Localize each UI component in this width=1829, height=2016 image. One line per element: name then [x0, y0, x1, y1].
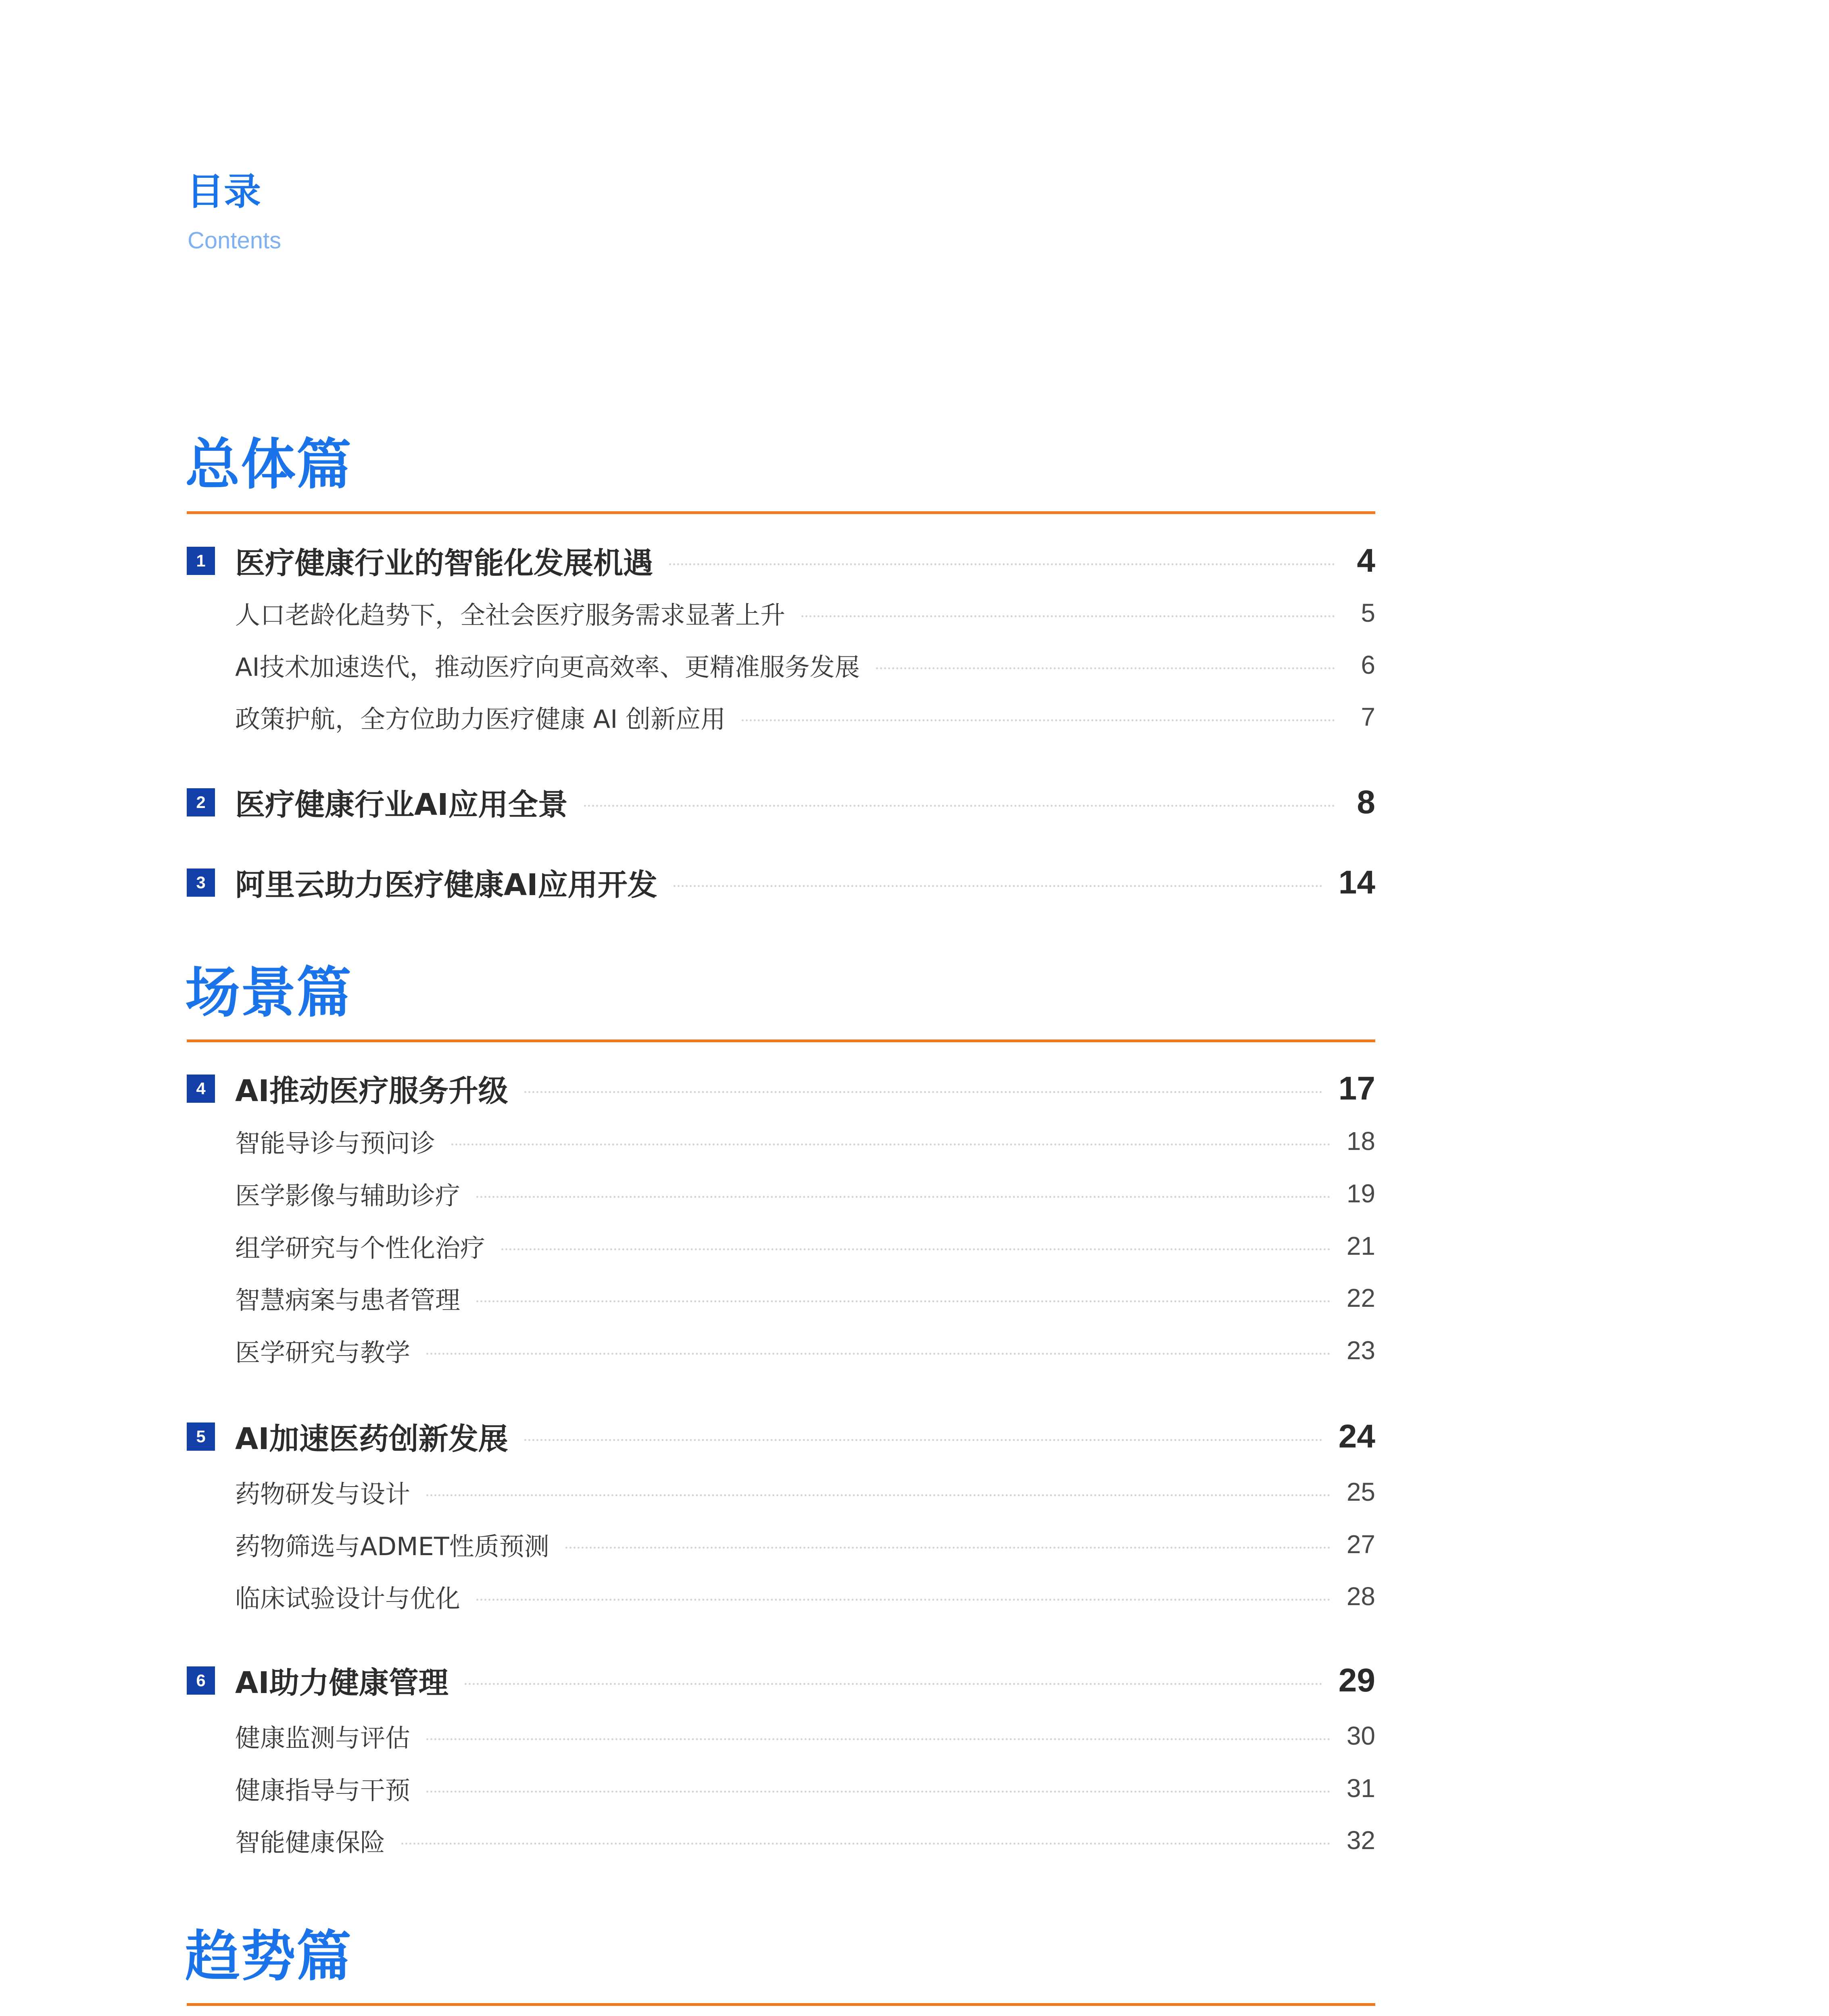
- dotted-leader: [524, 1439, 1322, 1441]
- dotted-leader: [426, 1353, 1331, 1355]
- dotted-leader: [524, 1091, 1322, 1093]
- toc-entry[interactable]: [187, 591, 1375, 635]
- toc-entry[interactable]: [187, 1224, 1375, 1268]
- toc-entry[interactable]: [187, 1470, 1375, 1514]
- chapter-number-badge: 4: [187, 1075, 215, 1103]
- dotted-leader: [565, 1547, 1331, 1549]
- entry-page-number: 7: [1361, 702, 1375, 731]
- entry-page-number: 31: [1346, 1774, 1375, 1803]
- chapter-title: 医疗健康行业AI应用全景: [235, 787, 568, 822]
- entry-title: 组学研究与个性化治疗: [235, 1233, 486, 1263]
- entry-page-number: 32: [1346, 1826, 1375, 1855]
- part-divider: [187, 1039, 1375, 1042]
- toc-entry[interactable]: [187, 1276, 1375, 1320]
- entry-page-number: 23: [1346, 1336, 1375, 1365]
- chapter-page-number: 14: [1338, 864, 1375, 901]
- part-title: 场景篇: [185, 961, 352, 1025]
- dotted-leader: [476, 1196, 1331, 1198]
- part-divider: [187, 511, 1375, 514]
- part-title: 总体篇: [185, 433, 352, 497]
- toc-chapter-4[interactable]: [187, 1066, 1375, 1111]
- dotted-leader: [465, 1683, 1322, 1685]
- entry-title: 智能健康保险: [235, 1827, 386, 1857]
- toc-chapter-2[interactable]: [187, 780, 1375, 825]
- dotted-leader: [426, 1494, 1331, 1496]
- toc-entry[interactable]: [187, 1818, 1375, 1862]
- toc-chapter-5[interactable]: [187, 1414, 1375, 1459]
- entry-title: 医学影像与辅助诊疗: [235, 1181, 461, 1210]
- chapter-page-number: 24: [1338, 1418, 1375, 1455]
- chapter-title: AI推动医疗服务升级: [235, 1074, 508, 1108]
- chapter-number-badge: 3: [187, 868, 215, 897]
- entry-title: 智能导诊与预问诊: [235, 1128, 436, 1158]
- toc-entry[interactable]: [187, 643, 1375, 687]
- chapter-number-badge: 1: [187, 547, 215, 575]
- entry-title: 健康指导与干预: [235, 1775, 411, 1805]
- chapter-number-badge: 6: [187, 1666, 215, 1695]
- chapter-page-number: 17: [1338, 1070, 1375, 1107]
- entry-title: 人口老龄化趋势下，全社会医疗服务需求显著上升: [235, 600, 786, 630]
- toc-chapter-3[interactable]: [187, 860, 1375, 905]
- entry-title: 智慧病案与患者管理: [235, 1285, 461, 1315]
- toc-chapter-6[interactable]: [187, 1658, 1375, 1703]
- chapter-title: 阿里云助力医疗健康AI应用开发: [235, 868, 657, 902]
- dotted-leader: [742, 719, 1335, 721]
- dotted-leader: [801, 615, 1335, 617]
- entry-page-number: 19: [1346, 1179, 1375, 1208]
- entry-page-number: 30: [1346, 1721, 1375, 1750]
- toc-entry[interactable]: [187, 1766, 1375, 1810]
- dotted-leader: [501, 1248, 1331, 1250]
- page-subtitle: Contents: [188, 227, 282, 254]
- dotted-leader: [401, 1843, 1331, 1845]
- dotted-leader: [426, 1791, 1331, 1793]
- toc-entry[interactable]: [187, 695, 1375, 739]
- dotted-leader: [876, 667, 1335, 669]
- entry-page-number: 22: [1346, 1283, 1375, 1312]
- toc-chapter-1[interactable]: [187, 539, 1375, 583]
- chapter-page-number: 29: [1338, 1662, 1375, 1699]
- entry-page-number: 25: [1346, 1477, 1375, 1506]
- dotted-leader: [476, 1300, 1331, 1302]
- toc-entry[interactable]: [187, 1171, 1375, 1216]
- chapter-number-badge: 5: [187, 1422, 215, 1451]
- chapter-title: 医疗健康行业的智能化发展机遇: [235, 546, 653, 581]
- entry-page-number: 27: [1346, 1530, 1375, 1559]
- chapter-page-number: 4: [1357, 542, 1375, 579]
- part-title: 趋势篇: [185, 1925, 352, 1989]
- entry-title: 药物研发与设计: [235, 1479, 411, 1509]
- dotted-leader: [476, 1599, 1331, 1601]
- dotted-leader: [584, 805, 1335, 807]
- toc-entry[interactable]: [187, 1119, 1375, 1163]
- chapter-page-number: 8: [1357, 784, 1375, 821]
- toc-entry[interactable]: [187, 1714, 1375, 1758]
- entry-page-number: 28: [1346, 1582, 1375, 1611]
- dotted-leader: [669, 563, 1335, 565]
- toc-entry[interactable]: [187, 1522, 1375, 1566]
- entry-title: AI技术加速迭代，推动医疗向更高效率、更精准服务发展: [235, 652, 860, 682]
- chapter-number-badge: 2: [187, 788, 215, 816]
- page-title: 目录: [187, 170, 261, 213]
- entry-title: 临床试验设计与优化: [235, 1583, 461, 1613]
- chapter-title: AI加速医药创新发展: [235, 1422, 508, 1456]
- chapter-title: AI助力健康管理: [235, 1666, 448, 1700]
- toc-entry[interactable]: [187, 1328, 1375, 1372]
- dotted-leader: [674, 885, 1322, 887]
- entry-page-number: 18: [1346, 1127, 1375, 1156]
- entry-title: 健康监测与评估: [235, 1723, 411, 1753]
- entry-page-number: 6: [1361, 650, 1375, 679]
- part-divider: [187, 2003, 1375, 2006]
- entry-page-number: 21: [1346, 1231, 1375, 1260]
- entry-page-number: 5: [1361, 598, 1375, 627]
- toc-entry[interactable]: [187, 1574, 1375, 1618]
- entry-title: 药物筛选与ADMET性质预测: [235, 1531, 549, 1561]
- dotted-leader: [451, 1143, 1331, 1145]
- dotted-leader: [426, 1738, 1331, 1740]
- entry-title: 政策护航，全方位助力医疗健康 AI 创新应用: [235, 704, 726, 734]
- entry-title: 医学研究与教学: [235, 1337, 411, 1367]
